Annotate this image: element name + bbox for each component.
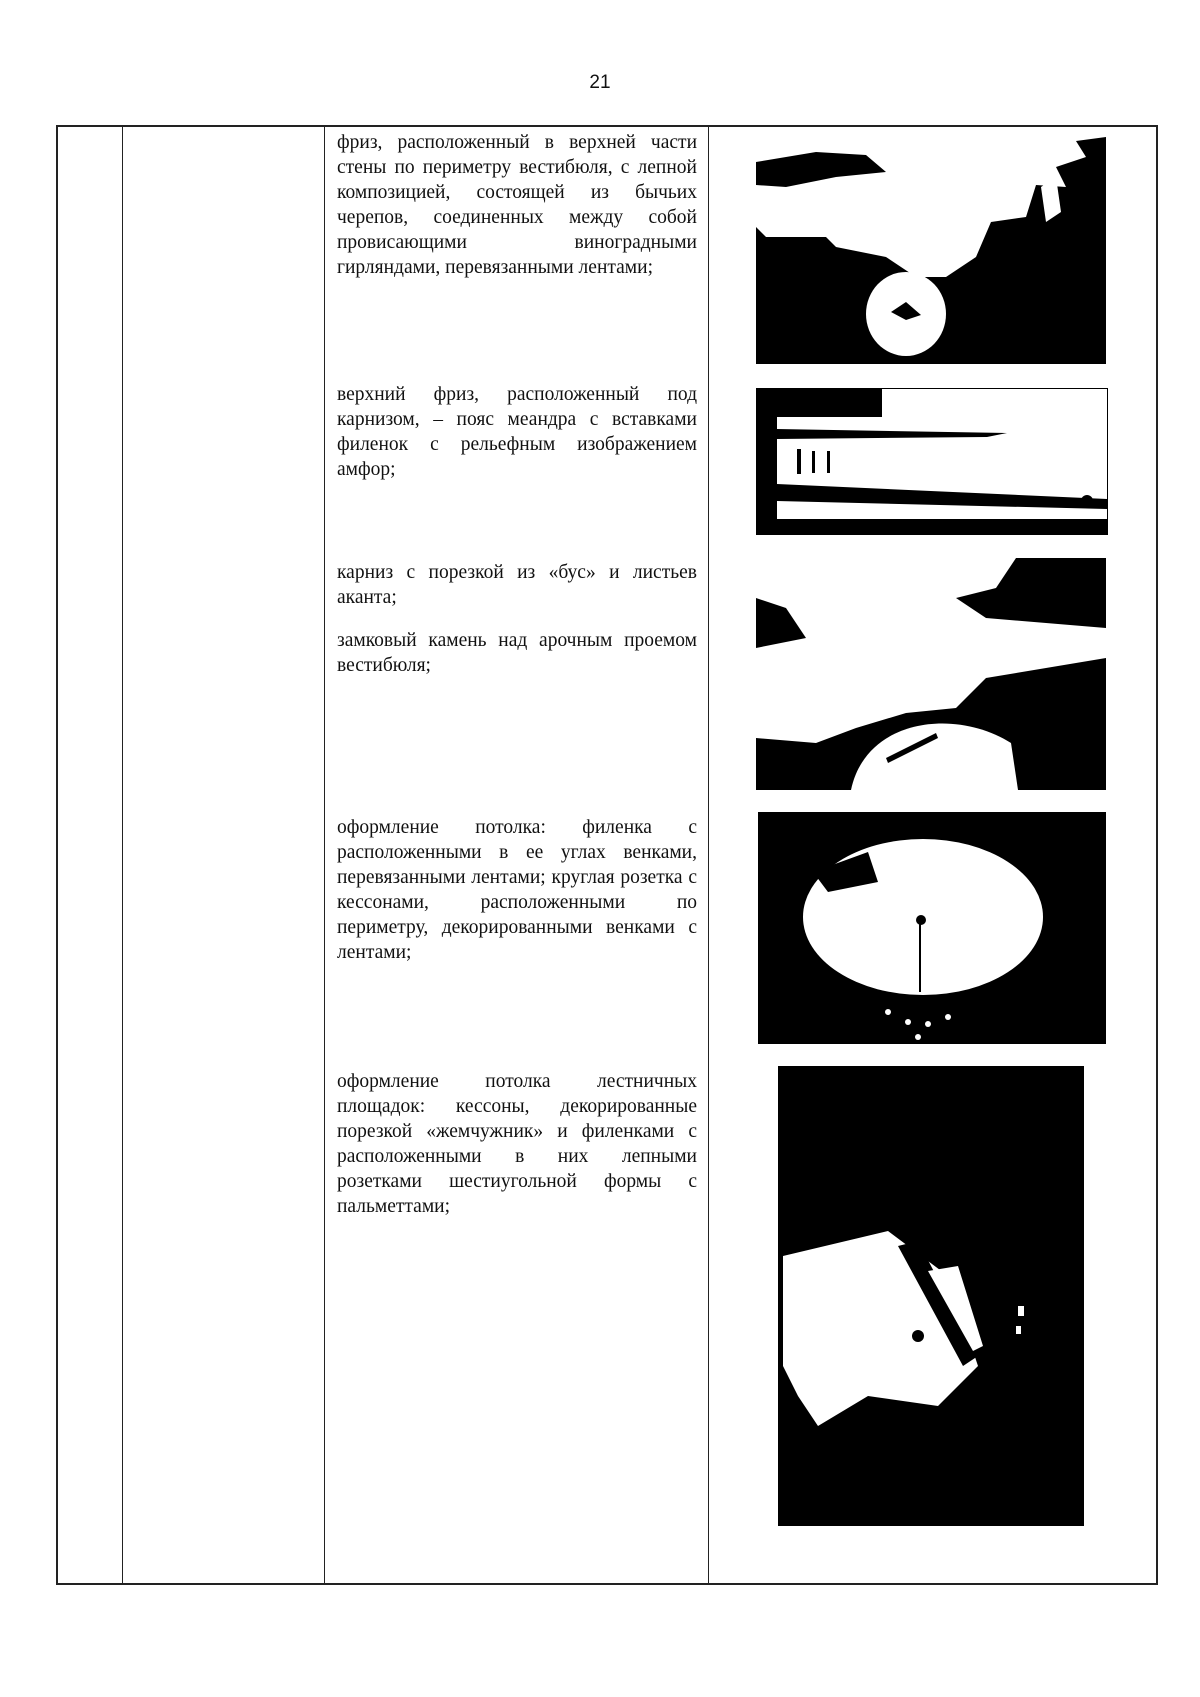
column-divider-3 (708, 127, 709, 1583)
item-3-text-a: карниз с порезкой из «бус» и листьев аканта; (337, 562, 697, 608)
column-divider-2 (324, 127, 325, 1583)
photo-upper-frieze (756, 388, 1108, 535)
item-1-description (337, 130, 697, 298)
item-5-description (337, 1069, 697, 1237)
item-4-description (337, 815, 697, 983)
item-3-description (337, 560, 697, 696)
item-5-text: оформление потолка лестничных площадок: кессоны, декорированные порезкой «жемчужник» и филенками с расположенными в них лепными розетками шестиугольной формы с пальметтами; (337, 1071, 697, 1217)
item-4-text: оформление потолка: филенка с расположенными в ее углах венками, перевязанными лентами; круглая розетка с кессонами, расположенными по периметру, декорированными венками с лентами; (337, 817, 697, 963)
item-2-description (337, 382, 697, 500)
photo-cornice-keystone (756, 558, 1106, 790)
page-number: 21 (589, 72, 611, 93)
photo-stair-landing-ceiling (778, 1066, 1084, 1526)
item-2-text: верхний фриз, расположенный под карнизом, – пояс меандра с вставками филенок с рельефным изображением амфор; (337, 384, 697, 480)
photo-frieze (756, 127, 1106, 364)
column-divider-1 (122, 127, 123, 1583)
photo-ceiling-rosette (758, 812, 1106, 1044)
item-3-text-b: замковый камень над арочным проемом вестибюля; (337, 630, 697, 676)
item-1-text: фриз, расположенный в верхней части стены по периметру вестибюля, с лепной композицией, состоящей из бычьих черепов, соединенных между собой провисающими виноградными гирляндами, перевязанными лентами; (337, 132, 697, 278)
